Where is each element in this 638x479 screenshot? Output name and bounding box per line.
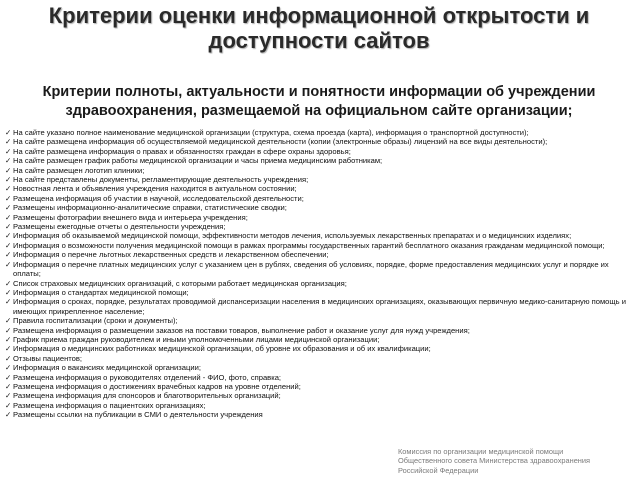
checkmark-icon: ✓ — [5, 250, 12, 260]
list-item-text: Информация о вакансиях медицинской организации; — [13, 363, 201, 373]
checkmark-icon: ✓ — [5, 372, 12, 382]
footer-note — [398, 447, 634, 475]
list-item-text: Размещена информация о руководителях отделений - ФИО, фото, справка; — [13, 372, 282, 382]
checkmark-icon: ✓ — [5, 146, 12, 156]
list-item — [5, 410, 633, 419]
list-item-text: График приема граждан руководителем и иными уполномоченными лицами медицинской организации; — [13, 334, 380, 344]
footer-line-3: Российской Федерации — [398, 465, 479, 475]
list-item — [5, 128, 633, 137]
checkmark-icon: ✓ — [5, 400, 12, 410]
checkmark-icon: ✓ — [5, 363, 12, 373]
list-item — [5, 241, 633, 250]
checkmark-icon: ✓ — [5, 175, 12, 185]
list-item — [5, 373, 633, 382]
checkmark-icon: ✓ — [5, 203, 12, 213]
checkmark-icon: ✓ — [5, 278, 12, 288]
list-item-text: Размещены информационно-аналитические справки, статистические сводки; — [13, 203, 287, 213]
checkmark-icon: ✓ — [5, 212, 12, 222]
list-item — [5, 231, 633, 240]
list-item-text: На сайте размещена информация о правах и обязанностях граждан в сфере охраны здоровья; — [13, 146, 351, 156]
checkmark-icon: ✓ — [5, 410, 12, 420]
list-item-text: Информация о возможности получения медицинской помощи в рамках программы государственных гарантий бесплатного оказания гражданам медицинской помощи; — [13, 240, 605, 250]
page-title: Критерии оценки информационной открытости и доступности сайтов — [48, 3, 590, 53]
list-item-text: Информация о перечне льготных лекарственных средств и лекарственном обеспечении; — [13, 250, 329, 260]
list-item-text: Информация о перечне платных медицинских услуг с указанием цен в рублях, сведения об условиях, порядке, форме предоставления медицинских услуг и порядке их оплаты; — [13, 259, 609, 279]
list-item — [5, 175, 633, 184]
checkmark-icon: ✓ — [5, 156, 12, 166]
list-item-text: Размещены фотографии внешнего вида и интерьера учреждения; — [13, 212, 248, 222]
list-item — [5, 203, 633, 212]
list-item — [5, 166, 633, 175]
list-item — [5, 363, 633, 372]
list-item-text: Информация о стандартах медицинской помощи; — [13, 287, 189, 297]
list-item — [5, 213, 633, 222]
list-item-text: Размещены ссылки на публикации в СМИ о деятельности учреждения — [13, 410, 263, 420]
list-item-text: Информация о сроках, порядке, результатах проводимой диспансеризации населения в медицинских организациях, оказывающих первичную медико-санитарную помощь и имеющих прикрепленное население; — [13, 297, 626, 316]
criteria-list — [5, 128, 633, 420]
list-item — [5, 335, 633, 344]
checkmark-icon: ✓ — [5, 287, 12, 297]
subtitle: Критерии полноты, актуальности и понятности информации об учреждении здравоохранения, размещаемой на официальном сайте организации; — [42, 84, 596, 119]
list-item-text: Отзывы пациентов; — [13, 353, 83, 363]
list-item-text: Правила госпитализации (сроки и документы); — [13, 316, 178, 326]
list-item — [5, 260, 633, 279]
list-item-text: На сайте указано полное наименование медицинской организации (структура, схема проезда (карта), информация о транспортной доступности); — [13, 128, 529, 137]
checkmark-icon: ✓ — [5, 231, 12, 241]
list-item-text: На сайте размещен график работы медицинской организации и часы приема медицинским работникам; — [13, 156, 383, 166]
list-item-text: Информация об оказываемой медицинской помощи, эффективности методов лечения, используемых лекарственных препаратах и о медицинских изделиях; — [13, 231, 572, 241]
list-item-text: Информация о медицинских работниках медицинской организации, об уровне их образования и об их квалификации; — [13, 344, 431, 354]
list-item — [5, 354, 633, 363]
list-item — [5, 401, 633, 410]
checkmark-icon: ✓ — [5, 391, 12, 401]
checkmark-icon: ✓ — [5, 297, 12, 307]
checkmark-icon: ✓ — [5, 344, 12, 354]
list-item-text: Размещена информация о размещении заказов на поставки товаров, выполнение работ и оказание услуг для нужд учреждения; — [13, 325, 470, 335]
checkmark-icon: ✓ — [5, 128, 12, 137]
checkmark-icon: ✓ — [5, 184, 12, 194]
checkmark-icon: ✓ — [5, 193, 12, 203]
list-item-text: Размещена информация о пациентских организациях; — [13, 400, 206, 410]
list-item — [5, 137, 633, 146]
checkmark-icon: ✓ — [5, 165, 12, 175]
list-item-text: Размещена информация об участии в научной, исследовательской деятельности; — [13, 193, 304, 203]
list-item-text: Список страховых медицинских организаций, с которыми работает медицинская организация; — [13, 278, 347, 288]
list-item — [5, 279, 633, 288]
list-item-text: На сайте размещена информация об осуществляемой медицинской деятельности (копии (электронные образы) лицензий на все виды деятельности); — [13, 137, 548, 147]
checkmark-icon: ✓ — [5, 381, 12, 391]
list-item — [5, 344, 633, 353]
list-item — [5, 391, 633, 400]
checkmark-icon: ✓ — [5, 316, 12, 326]
list-item-text: Новостная лента и объявления учреждения находится в актуальном состоянии; — [13, 184, 297, 194]
checkmark-icon: ✓ — [5, 353, 12, 363]
list-item-text: Размещены ежегодные отчеты о деятельности учреждения; — [13, 222, 226, 232]
checkmark-icon: ✓ — [5, 334, 12, 344]
list-item — [5, 147, 633, 156]
list-item — [5, 316, 633, 325]
list-item-text: Размещена информация о достижениях врачебных кадров на уровне отделений; — [13, 381, 301, 391]
list-item — [5, 156, 633, 165]
list-item — [5, 250, 633, 259]
list-item — [5, 382, 633, 391]
list-item — [5, 184, 633, 193]
checkmark-icon: ✓ — [5, 137, 12, 147]
checkmark-icon: ✓ — [5, 222, 12, 232]
list-item-text: На сайте размещен логотип клиники; — [13, 165, 145, 175]
checkmark-icon: ✓ — [5, 259, 12, 269]
checkmark-icon: ✓ — [5, 240, 12, 250]
footer-line-1: Комиссия по организации медицинской помощи — [398, 447, 564, 456]
list-item-text: На сайте представлены документы, регламентирующие деятельность учреждения; — [13, 175, 309, 185]
list-item — [5, 194, 633, 203]
list-item — [5, 222, 633, 231]
list-item-text: Размещена информация для спонсоров и благотворительных организаций; — [13, 391, 281, 401]
checkmark-icon: ✓ — [5, 325, 12, 335]
footer-line-2: Общественного совета Министерства здравоохранения — [398, 456, 591, 466]
list-item — [5, 297, 633, 316]
list-item — [5, 326, 633, 335]
list-item — [5, 288, 633, 297]
